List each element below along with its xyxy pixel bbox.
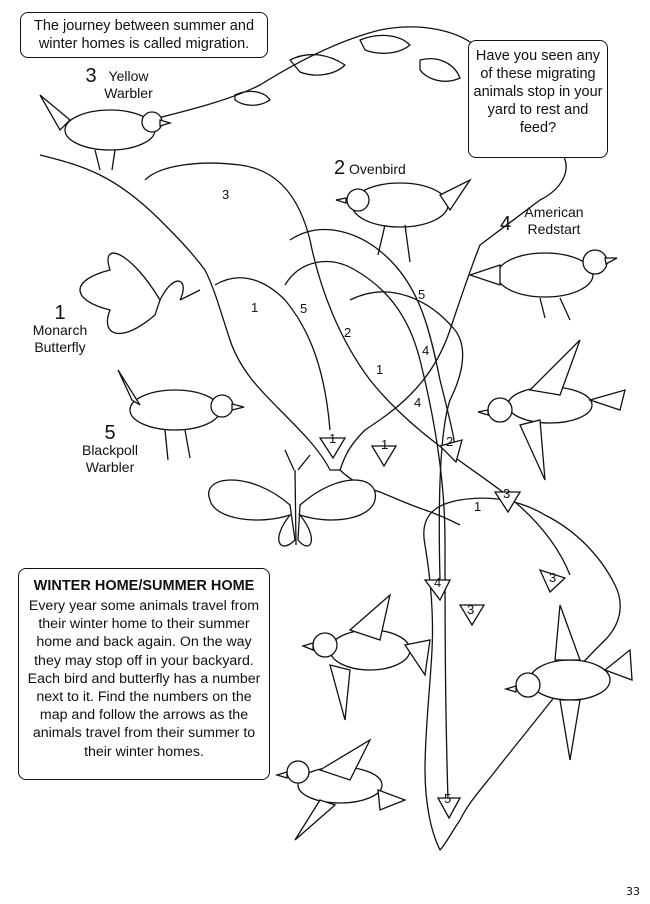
- route-number: 3: [222, 187, 230, 202]
- route-number: 1: [381, 437, 389, 452]
- route-number: 4: [422, 343, 430, 358]
- route-number: 5: [418, 287, 426, 302]
- route-number: 1: [376, 362, 384, 377]
- arctic-islands: [235, 35, 460, 105]
- route-number: 2: [446, 434, 454, 449]
- flying-blackpoll-warbler-drawing: [277, 740, 405, 840]
- info-box: [18, 568, 270, 780]
- flying-yellow-warbler-drawing: [506, 605, 632, 760]
- species-label-yellow-warbler: [76, 65, 166, 102]
- intro-note-text: The journey between summer and winter homes is called migration.: [33, 18, 255, 52]
- route-number: 1: [329, 431, 337, 446]
- species-label-blackpoll-warbler: [72, 422, 148, 476]
- page-number: 33: [626, 885, 640, 898]
- route-number: 1: [251, 300, 259, 315]
- info-box-title: WINTER HOME/SUMMER HOME: [33, 578, 255, 594]
- info-box-body: Every year some animals travel from their winter home to their summer home and back again. On the way they may stop off in your backyard. Each bird and butterfly has a number next to it. Find the numbers on the map and follow the arrows as the animals travel from their summer to their winter homes.: [27, 598, 261, 760]
- species-number: 4: [500, 213, 512, 235]
- species-number: 5: [104, 422, 116, 444]
- species-label-american-redstart: [500, 204, 592, 238]
- ovenbird-drawing: [336, 180, 470, 262]
- flying-ovenbird-drawing: [478, 340, 625, 480]
- species-number: 3: [85, 65, 97, 87]
- route-number: 2: [344, 325, 352, 340]
- route-number: 1: [474, 499, 482, 514]
- monarch-butterfly-drawing: [80, 253, 200, 333]
- route-number: 5: [300, 301, 308, 316]
- species-name: Ovenbird: [349, 161, 406, 177]
- species-name: Monarch Butterfly: [32, 322, 88, 355]
- route-number: 4: [414, 395, 422, 410]
- yellow-warbler-drawing: [40, 95, 170, 170]
- species-number: 2: [334, 157, 346, 179]
- species-name: American Redstart: [524, 204, 584, 237]
- species-label-monarch-butterfly: [22, 302, 98, 356]
- route-number: 3: [503, 486, 511, 501]
- species-name: Yellow Warbler: [104, 68, 153, 101]
- route-number: 3: [549, 570, 557, 585]
- route-number: 5: [444, 791, 452, 806]
- flying-redstart-drawing: [303, 595, 430, 720]
- american-redstart-drawing: [470, 250, 617, 320]
- route-number: 3: [467, 602, 475, 617]
- question-note: [468, 40, 608, 158]
- monarch-butterfly-open-wings-drawing: [209, 450, 376, 546]
- species-number: 1: [54, 302, 66, 324]
- species-name: Blackpoll Warbler: [81, 442, 139, 475]
- question-note-text: Have you seen any of these migrating animals stop in your yard to rest and feed?: [473, 48, 603, 136]
- intro-note: [20, 12, 268, 58]
- species-label-ovenbird: [334, 157, 434, 179]
- route-number: 4: [434, 575, 442, 590]
